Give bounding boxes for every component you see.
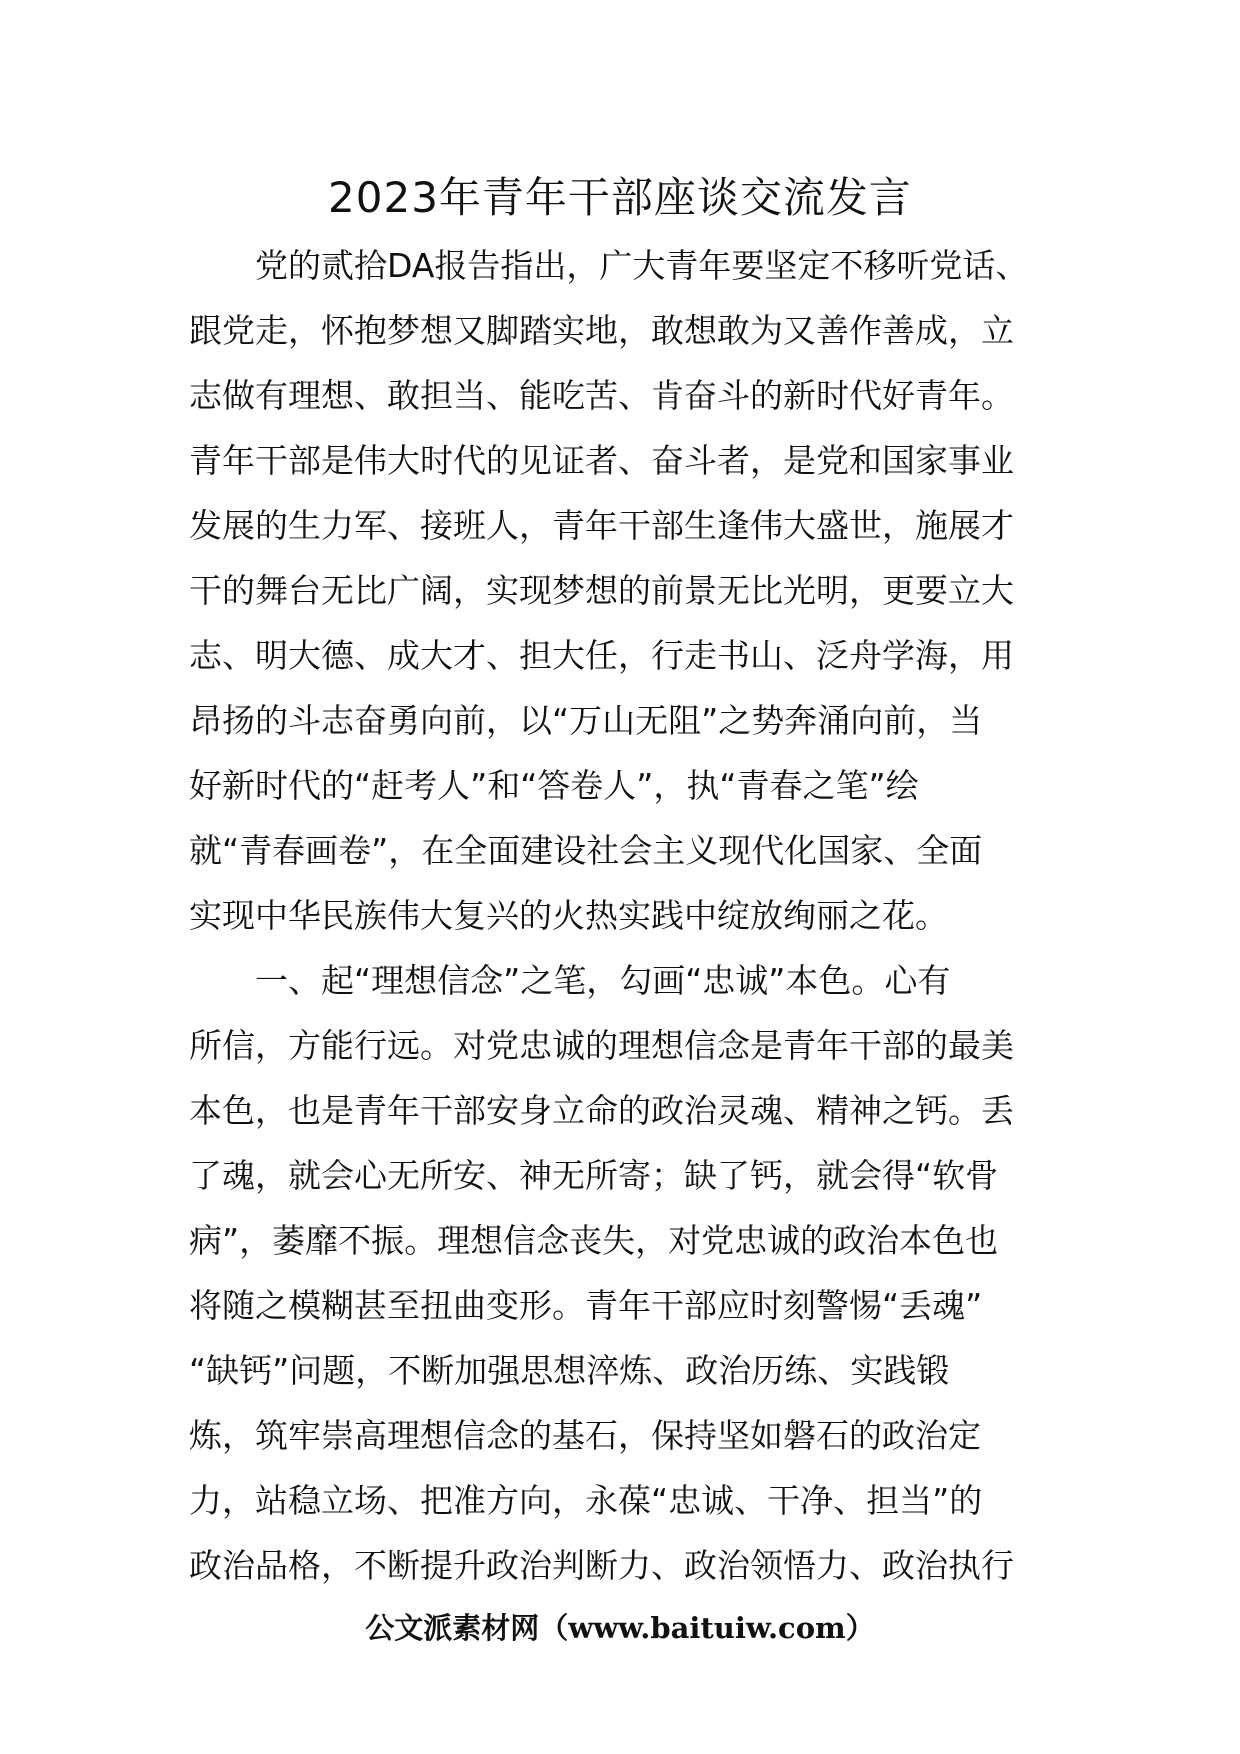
paragraph-line: 跟党走，怀抱梦想又脚踏实地，敢想敢为又善作善成，立 — [189, 311, 1014, 350]
paragraph-line: 干的舞台无比广阔，实现梦想的前景无比光明，更要立大 — [189, 571, 1014, 610]
paragraph-line: 志做有理想、敢担当、能吃苦、肯奋斗的新时代好青年。 — [189, 376, 1014, 415]
paragraph-line: 好新时代的“赶考人”和“答卷人”，执“青春之笔”绘 — [189, 766, 919, 805]
paragraph-line: 病”，萎靡不振。理想信念丧失，对党忠诚的政治本色也 — [189, 1221, 999, 1260]
paragraph-line: 发展的生力军、接班人，青年干部生逢伟大盛世，施展才 — [189, 506, 1014, 545]
paragraph-line: 本色，也是青年干部安身立命的政治灵魂、精神之钙。丢 — [189, 1091, 1014, 1130]
paragraph-line: 所信，方能行远。对党忠诚的理想信念是青年干部的最美 — [189, 1026, 1014, 1065]
paragraph-line: 党的贰拾DA报告指出，广大青年要坚定不移听党话、 — [255, 246, 1029, 285]
paragraph-line: “缺钙”问题，不断加强思想淬炼、政治历练、实践锻 — [189, 1351, 950, 1390]
paragraph-line: 一、起“理想信念”之笔，勾画“忠诚”本色。心有 — [255, 961, 951, 1000]
paragraph-line: 青年干部是伟大时代的见证者、奋斗者，是党和国家事业 — [189, 441, 1014, 480]
paragraph-line: 政治品格，不断提升政治判断力、政治领悟力、政治执行 — [189, 1546, 1014, 1585]
paragraph-line: 昂扬的斗志奋勇向前，以“万山无阻”之势奔涌向前，当 — [189, 701, 983, 740]
paragraph-line: 将随之模糊甚至扭曲变形。青年干部应时刻警惕“丢魂” — [189, 1286, 983, 1325]
paragraph-line: 了魂，就会心无所安、神无所寄；缺了钙，就会得“软骨 — [189, 1156, 999, 1195]
page-title: 2023年青年干部座谈交流发言 — [328, 173, 912, 222]
paragraph-line: 实现中华民族伟大复兴的火热实践中绽放绚丽之花。 — [189, 896, 948, 935]
paragraph-line: 炼，筑牢崇高理想信念的基石，保持坚如磐石的政治定 — [189, 1416, 981, 1455]
paragraph-line: 志、明大德、成大才、担大任，行走书山、泛舟学海，用 — [189, 636, 1014, 675]
paragraph-line: 力，站稳立场、把准方向，永葆“忠诚、干净、担当”的 — [189, 1481, 983, 1520]
paragraph-line: 就“青春画卷”，在全面建设社会主义现代化国家、全面 — [189, 831, 983, 870]
body-text — [189, 233, 1059, 1598]
footer-watermark: 公文派素材网（www.baituiw.com） — [365, 1611, 875, 1645]
